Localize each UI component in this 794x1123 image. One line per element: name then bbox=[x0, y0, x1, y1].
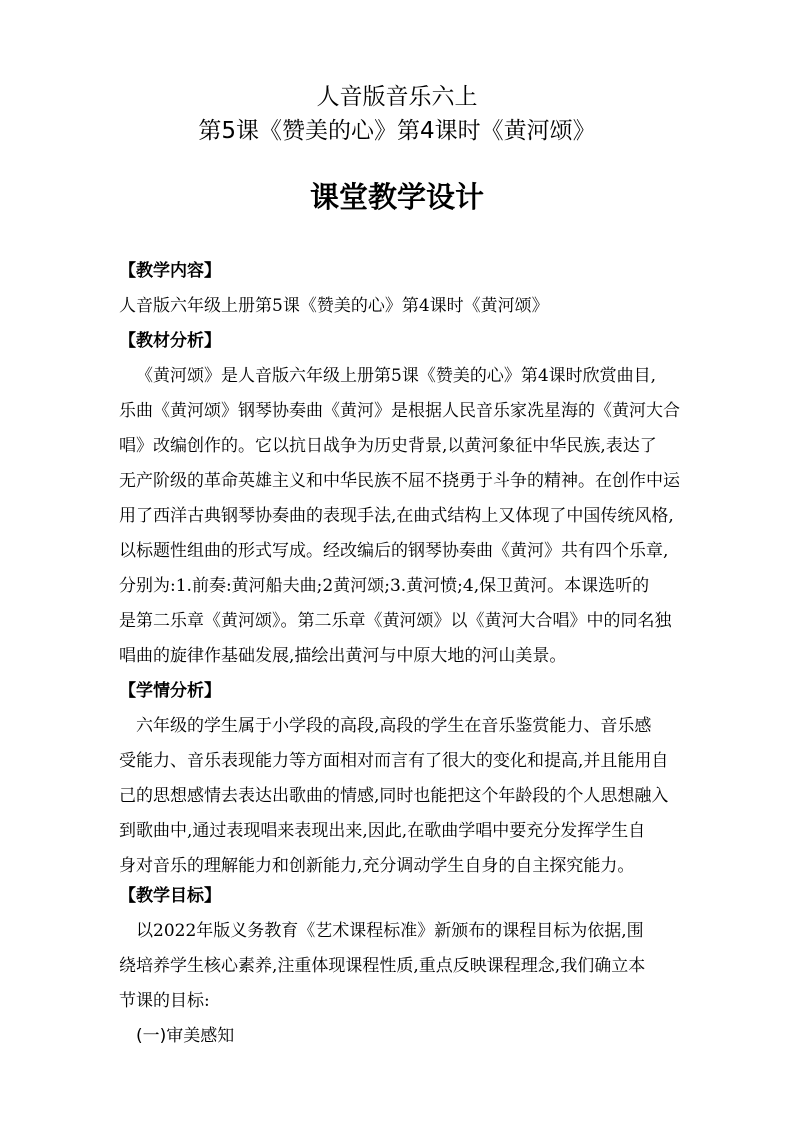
goals-line: 以2022年版义务教育《艺术课程标准》新颁布的课程目标为依据,围 bbox=[136, 921, 644, 941]
analysis-line: 分别为:1.前奏:黄河船夫曲;2黄河颂;3.黄河愤;4,保卫黄河。本课选听的 bbox=[119, 576, 650, 596]
goals-line: 绕培养学生核心素养,注重体现课程性质,重点反映课程理念,我们确立本 bbox=[119, 956, 646, 976]
goals-subheading: (一)审美感知 bbox=[136, 1026, 235, 1046]
section-heading-analysis: 【教材分析】 bbox=[119, 331, 221, 351]
course-subtitle: 人音版音乐六上 bbox=[316, 84, 478, 110]
analysis-line: 以标题性组曲的形式写成。经改编后的钢琴协奏曲《黄河》共有四个乐章, bbox=[119, 541, 669, 561]
analysis-line: 唱》改编创作的。它以抗日战争为历史背景,以黄河象征中华民族,表达了 bbox=[119, 436, 657, 456]
lesson-title: 第5课《赞美的心》第4课时《黄河颂》 bbox=[198, 118, 596, 144]
analysis-line: 唱曲的旋律作基础发展,描绘出黄河与中原大地的河山美景。 bbox=[119, 646, 567, 666]
content-line: 人音版六年级上册第5课《赞美的心》第4课时《黄河颂》 bbox=[119, 296, 549, 316]
analysis-line: 乐曲《黄河颂》钢琴协奏曲《黄河》是根据人民音乐家冼星海的《黄河大合 bbox=[119, 401, 680, 421]
students-line: 受能力、音乐表现能力等方面相对而言有了很大的变化和提高,并且能用自 bbox=[119, 751, 669, 771]
section-heading-content: 【教学内容】 bbox=[119, 261, 221, 281]
goals-line: 节课的目标: bbox=[119, 991, 210, 1011]
section-heading-students: 【学情分析】 bbox=[119, 681, 221, 701]
analysis-line: 是第二乐章《黄河颂》。第二乐章《黄河颂》以《黄河大合唱》中的同名独 bbox=[119, 611, 672, 631]
students-line: 身对音乐的理解能力和创新能力,充分调动学生自身的自主探究能力。 bbox=[119, 856, 635, 876]
students-line: 六年级的学生属于小学段的高段,高段的学生在音乐鉴赏能力、音乐感 bbox=[136, 716, 652, 736]
analysis-line: 无产阶级的革命英雄主义和中华民族不屈不挠勇于斗争的精神。在创作中运 bbox=[119, 471, 680, 491]
section-heading-goals: 【教学目标】 bbox=[119, 886, 221, 906]
students-line: 到歌曲中,通过表现唱来表现出来,因此,在歌曲学唱中要充分发挥学生自 bbox=[119, 821, 646, 841]
students-line: 己的思想感情去表达出歌曲的情感,同时也能把这个年龄段的个人思想融入 bbox=[119, 786, 669, 806]
page-title: 课堂教学设计 bbox=[309, 180, 484, 214]
analysis-line: 用了西洋古典钢琴协奏曲的表现手法,在曲式结构上又体现了中国传统风格, bbox=[119, 506, 674, 526]
analysis-line: 《黄河颂》是人音版六年级上册第5课《赞美的心》第4课时欣赏曲目, bbox=[136, 366, 657, 386]
